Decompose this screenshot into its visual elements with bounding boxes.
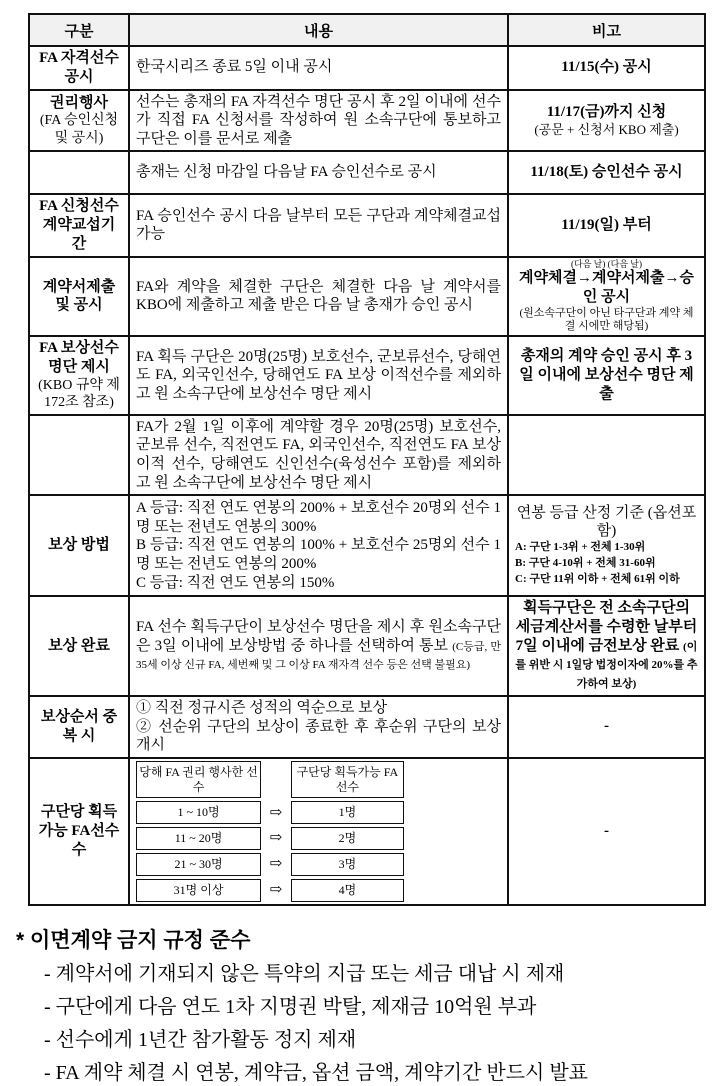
inner-cell-count: 1명 (291, 801, 404, 824)
row-content: FA 획득 구단은 20명(25명) 보호선수, 군보류선수, 당해연도 FA, 외국인선수, 당해연도 FA 보상 이적선수를 제외하고 원 소속구단에 보상선수 명단 제시 (129, 336, 508, 415)
row-note: - (508, 696, 705, 758)
table-row (29, 596, 705, 696)
note-main: 획득구단은 전 소속구단의 세금계산서를 수령한 날부터 7일 이내에 금전보상 완료 (515, 600, 698, 654)
row-category (29, 415, 129, 495)
header-note: 비고 (508, 14, 705, 46)
row-note: 11/19(일) 부터 (508, 194, 705, 256)
row-note (508, 257, 705, 337)
row-category: FA 신청선수 계약교섭기간 (29, 194, 129, 256)
row-note (508, 415, 705, 495)
grade-a-line: A 등급: 직전 연도 연봉의 200% + 보호선수 20명외 선수 1명 또는 전년도 연봉의 300% (136, 500, 501, 535)
right-arrow-icon: ⇨ (269, 804, 283, 821)
table-row (29, 415, 705, 495)
grade-criteria-c: C: 구단 11위 이하 + 전체 61위 이하 (515, 572, 680, 585)
row-category (29, 90, 129, 152)
table-row (29, 696, 705, 758)
row-note: - (508, 758, 705, 905)
category-sub-label: (FA 승인신청 및 공시) (39, 113, 119, 146)
note-annotation: (다음 날) (다음 날) (571, 258, 642, 269)
row-content: FA 승인선수 공시 다음 날부터 모든 구단과 계약체결교섭 가능 (129, 194, 508, 256)
row-category (29, 336, 129, 415)
order-rule-2: ② 선순위 구단의 보상이 종료한 후 후순위 구단의 보상 개시 (136, 718, 501, 754)
row-category (29, 151, 129, 194)
table-row (29, 495, 705, 596)
content-main: FA 선수 획득구단이 보상선수 명단을 제시 후 원소속구단은 3일 이내에 보상방법 중 하나를 선택하여 통보 (136, 619, 501, 654)
right-arrow-icon: ⇨ (269, 882, 283, 899)
note-main: 계약체결→계약서제출→승인 공시 (519, 270, 694, 306)
inner-table-row (136, 801, 404, 824)
inner-cell-range: 1 ~ 10명 (136, 801, 261, 824)
note-main: 11/17(금)까지 신청 (546, 103, 667, 120)
inner-cell-range: 31명 이상 (136, 879, 261, 902)
inner-cell-count: 3명 (291, 853, 404, 876)
right-arrow-icon: ⇨ (269, 856, 283, 873)
row-note (508, 495, 705, 596)
row-content (129, 758, 508, 905)
inner-header-left: 당해 FA 권리 행사한 선수 (136, 761, 261, 799)
note-sub: (원소속구단이 아닌 타구단과 계약 체결 시에만 해당됨) (519, 306, 694, 333)
secret-contract-notice (16, 924, 720, 1086)
fa-procedure-table (28, 13, 706, 906)
inner-header-right: 구단당 획득가능 FA 선수 (291, 761, 404, 799)
row-content: FA와 계약을 체결한 구단은 체결한 다음 날 계약서를 KBO에 제출하고 제출 받은 다음 날 총재가 승인 공시 (129, 257, 508, 337)
inner-header-spacer (261, 761, 291, 799)
row-note (508, 596, 705, 696)
inner-table-header-row (136, 761, 404, 799)
fa-quota-inner-table (136, 761, 404, 902)
row-category: 보상순서 중복 시 (29, 696, 129, 758)
note-small: (이를 위반 시 1일당 법정이자에 20%를 추가하여 보상) (515, 640, 698, 691)
row-note: 11/15(수) 공시 (508, 46, 705, 90)
table-row (29, 758, 705, 905)
grade-b-line: B 등급: 직전 연도 연봉의 100% + 보호선수 25명외 선수 1명 또는 전년도 연봉의 200% (136, 537, 501, 572)
row-category: 계약서제출 및 공시 (29, 257, 129, 337)
order-rule-1: ① 직전 정규시즌 성적의 역순으로 보상 (136, 699, 388, 716)
table-row (29, 257, 705, 337)
right-arrow-icon: ⇨ (269, 830, 283, 847)
row-note: 총재의 계약 승인 공시 후 3일 이내에 보상선수 명단 제출 (508, 336, 705, 415)
category-label: 권리행사 (50, 94, 108, 111)
row-content: 총재는 신청 마감일 다음날 FA 승인선수로 공시 (129, 151, 508, 194)
table-row (29, 46, 705, 90)
row-note: 11/18(토) 승인선수 공시 (508, 151, 705, 194)
inner-cell-range: 11 ~ 20명 (136, 827, 261, 850)
row-category: 구단당 획득가능 FA선수 수 (29, 758, 129, 905)
row-content (129, 495, 508, 596)
inner-table-row (136, 827, 404, 850)
notice-title: * 이면계약 금지 규정 준수 (16, 928, 251, 952)
inner-table-row (136, 853, 404, 876)
header-category: 구분 (29, 14, 129, 46)
grade-c-line: C 등급: 직전 연도 연봉의 150% (136, 574, 335, 591)
table-row (29, 151, 705, 194)
notice-item: - 계약서에 기재되지 않은 특약의 지급 또는 세금 대납 시 제재 (44, 962, 565, 985)
table-row (29, 90, 705, 152)
note-title: 연봉 등급 산정 기준 (옵션포함) (516, 504, 697, 539)
row-content (129, 696, 508, 758)
inner-cell-range: 21 ~ 30명 (136, 853, 261, 876)
inner-table-row (136, 879, 404, 902)
notice-item: - 선수에게 1년간 참가활동 정지 제재 (44, 1028, 357, 1051)
row-content: FA가 2월 1일 이후에 계약할 경우 20명(25명) 보호선수, 군보류 선수, 직전연도 FA, 외국인선수, 직전연도 FA 보상 이적 선수, 당해연도 신인선수(육성선수 포함)를 제외하고 원 소속구단에 보상선수 명단 제시 (129, 415, 508, 495)
header-content: 내용 (129, 14, 508, 46)
category-sub-label: (KBO 규약 제172조 참조) (38, 377, 120, 411)
row-content: 한국시리즈 종료 5일 이내 공시 (129, 46, 508, 90)
grade-criteria-b: B: 구단 4-10위 + 전체 31-60위 (515, 556, 656, 569)
row-content: 선수는 총재의 FA 자격선수 명단 공시 후 2일 이내에 선수가 직접 FA 신청서를 작성하여 원 소속구단에 통보하고 구단은 이를 문서로 제출 (129, 90, 508, 152)
row-category: 보상 완료 (29, 596, 129, 696)
category-label: FA 보상선수 명단 제시 (39, 340, 119, 376)
inner-cell-count: 2명 (291, 827, 404, 850)
row-content (129, 596, 508, 696)
header-row (29, 14, 705, 46)
row-category: 보상 방법 (29, 495, 129, 596)
notice-item: - 구단에게 다음 연도 1차 지명권 박탈, 제재금 10억원 부과 (44, 995, 537, 1018)
content-small: (C등급, 만 35세 이상 신규 FA, 세번째 및 그 이상 FA 재자격 선수 등은 선택 불필요) (136, 640, 501, 672)
note-sub: (공문 + 신청서 KBO 제출) (534, 121, 679, 137)
inner-cell-count: 4명 (291, 879, 404, 902)
table-row (29, 336, 705, 415)
row-category: FA 자격선수 공시 (29, 46, 129, 90)
table-row (29, 194, 705, 256)
notice-item: - FA 계약 체결 시 연봉, 계약금, 옵션 금액, 계약기간 반드시 발표 (44, 1061, 588, 1084)
grade-criteria-a: A: 구단 1-3위 + 전체 1-30위 (515, 540, 646, 553)
row-note (508, 90, 705, 152)
